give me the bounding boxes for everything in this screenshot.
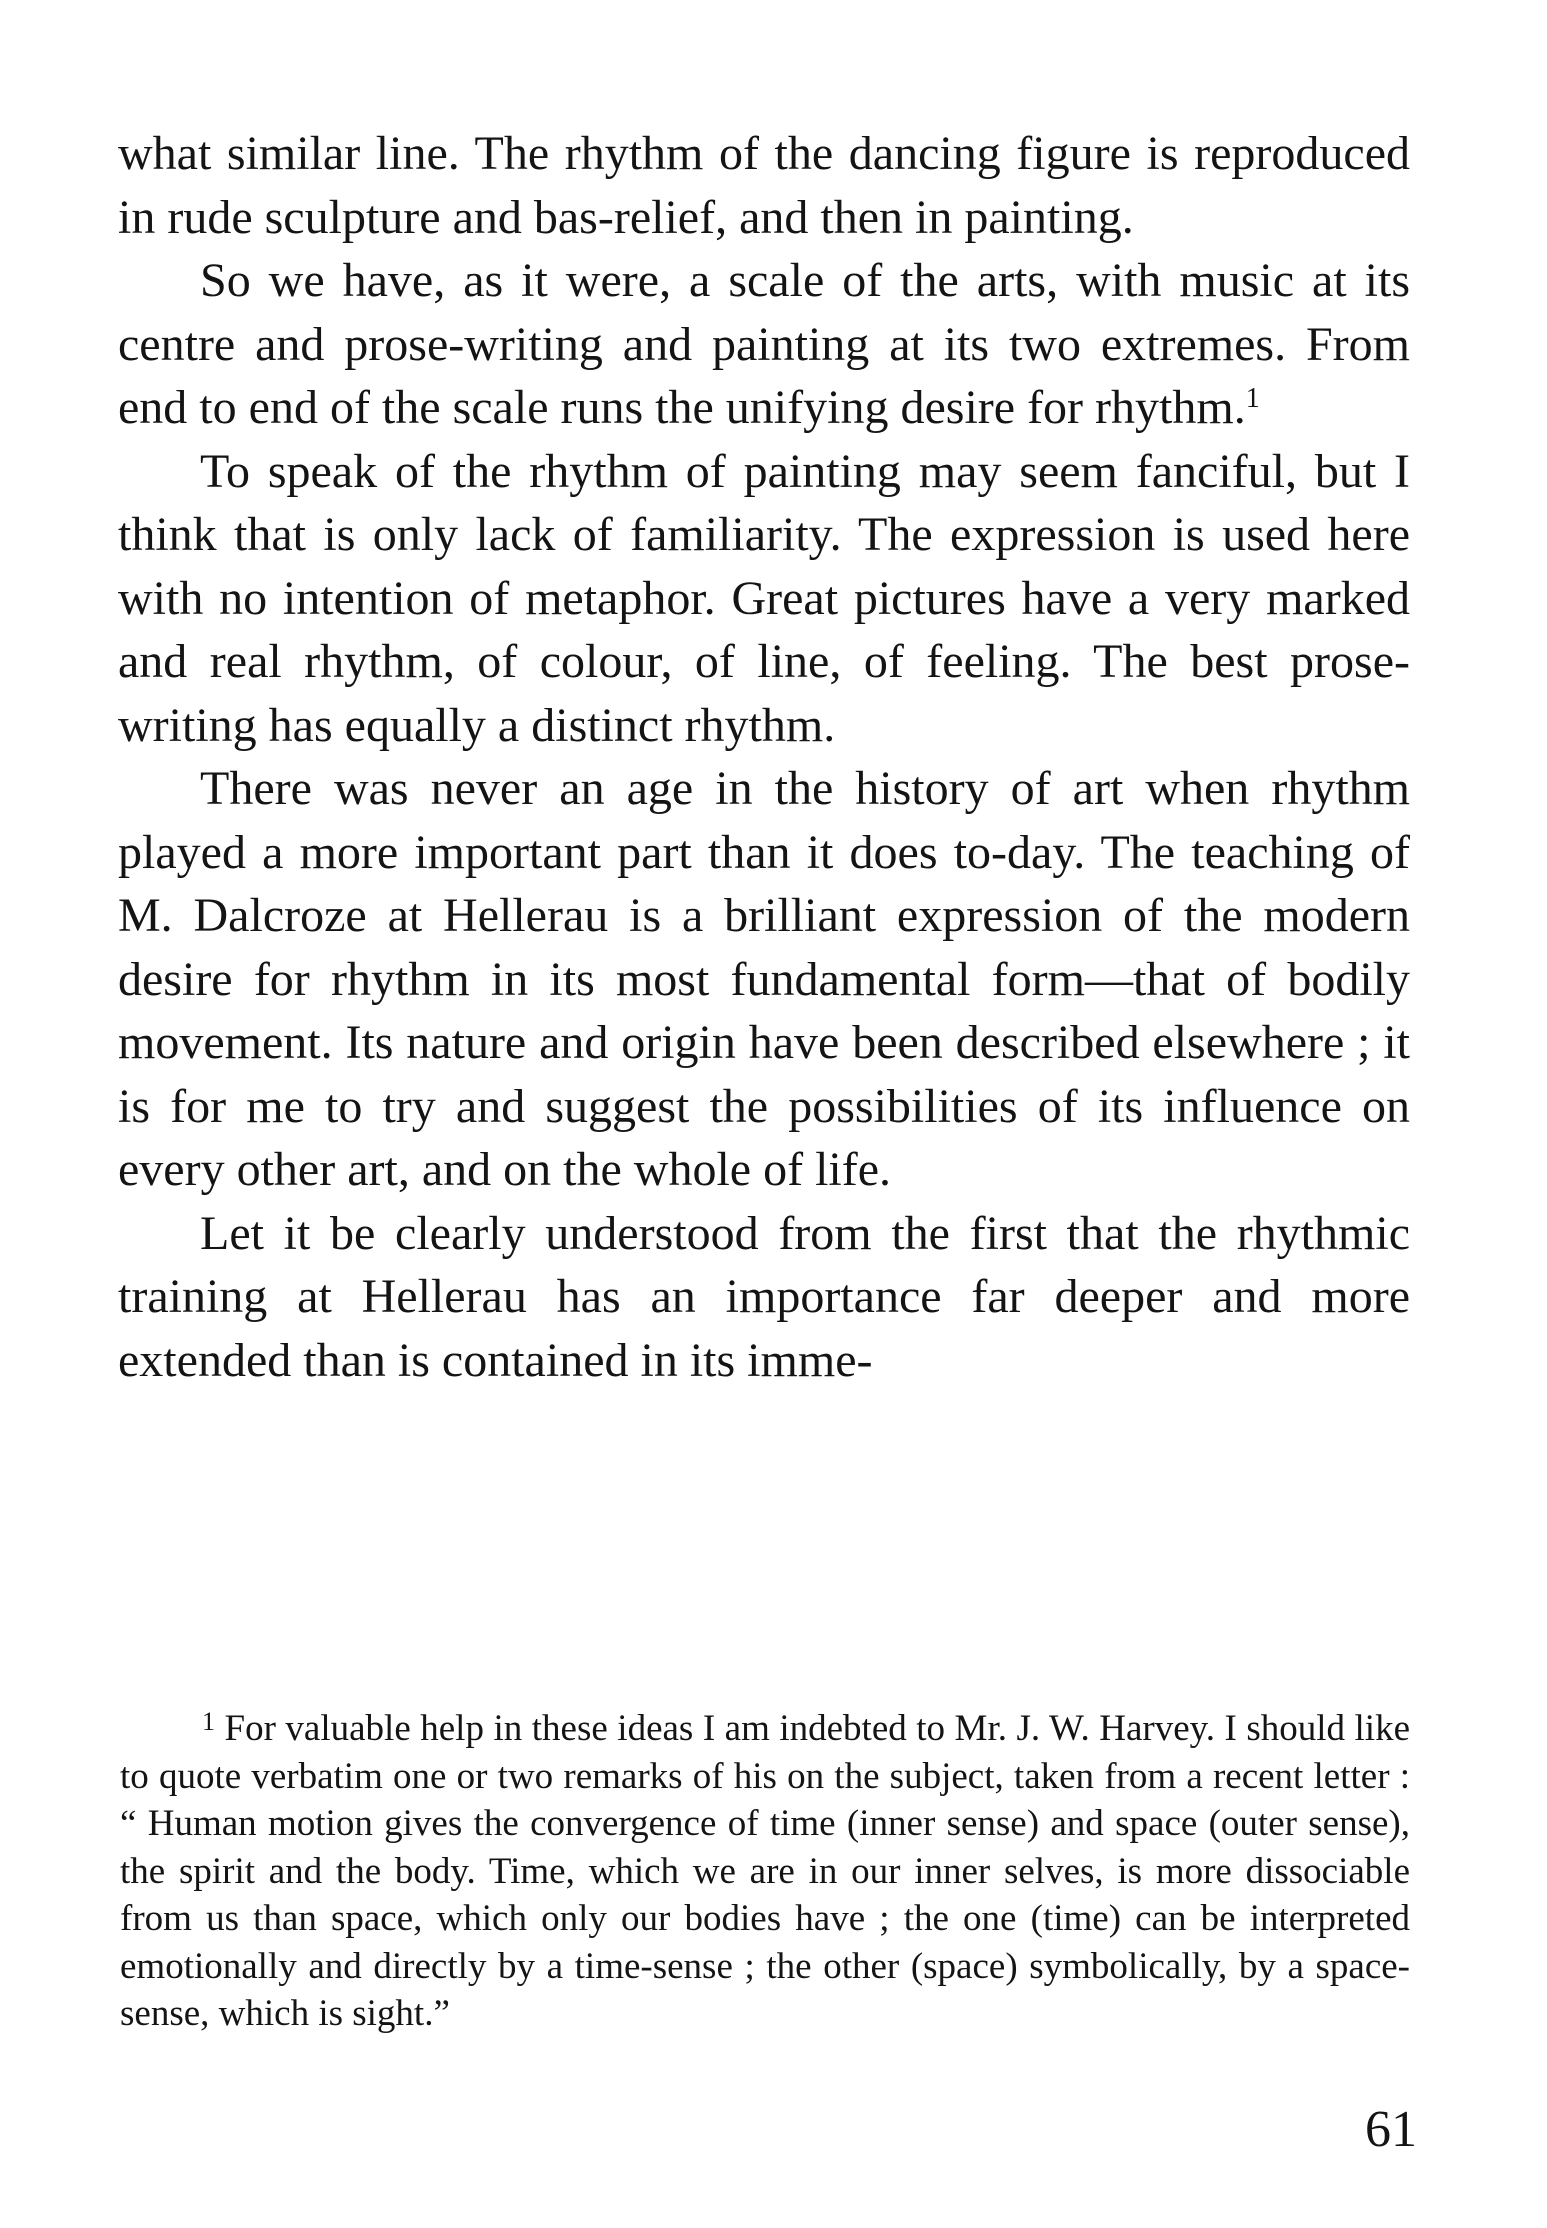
footnote-text: For valuable help in these ideas I am indebted to Mr. J. W. Harvey. I should like to quote verbatim one or two remarks of his on the subject, taken from a recent letter : “ Human motion gives the convergence of time (inner sense) and space (outer sense), the spirit and the body. Time, which we are in our inner selves, is more dissociable from us than space, which only our bodies have ; the one (time) can be interpreted emotionally and directly by a time-sense ; the other (space) symbolically, by a space-sense, which is sight.” (120, 1708, 1410, 2034)
paragraph-5-text: Let it be clearly understood from the first that the rhythmic training at Hellerau has an importance far deeper and more extended than is contained in its imme- (118, 1206, 1410, 1387)
paragraph-2-text: So we have, as it were, a scale of the arts, with music at its centre and prose-writing and painting at its two extremes. From end to end of the scale runs the unifying desire for rhythm. (118, 254, 1410, 434)
paragraph-3-text: To speak of the rhythm of painting may seem fanciful, but I think that is only lack of familiarity. The expression is used here with no intention of metaphor. Great pictures have a very marked and real rhythm, of colour, of line, of feeling. The best prose-writing has equally a distinct rhythm. (118, 444, 1410, 752)
footnote (120, 1705, 1410, 2038)
footnote-marker: 1 (202, 1707, 215, 1736)
footnote-reference: 1 (1245, 383, 1260, 414)
paragraph-1-text: what similar line. The rhythm of the dancing figure is reproduced in rude sculpture and bas-relief, and then in painting. (118, 127, 1410, 244)
paragraph-2 (118, 249, 1410, 440)
footnote-section (120, 1705, 1410, 2038)
paragraph-3 (118, 440, 1410, 758)
paragraph-1 (118, 122, 1410, 249)
paragraph-4-text: There was never an age in the history of art when rhythm played a more important part than it does to-day. The teaching of M. Dalcroze at Hellerau is a brilliant expression of the modern desire for rhythm in its most fundamental form—that of bodily movement. Its nature and origin have been described elsewhere ; it is for me to try and suggest the possibilities of its influence on every other art, and on the whole of life. (118, 762, 1410, 1196)
paragraph-5 (118, 1202, 1410, 1393)
paragraph-4 (118, 757, 1410, 1202)
body-text (118, 122, 1410, 1392)
page-number: 61 (1365, 2101, 1417, 2158)
